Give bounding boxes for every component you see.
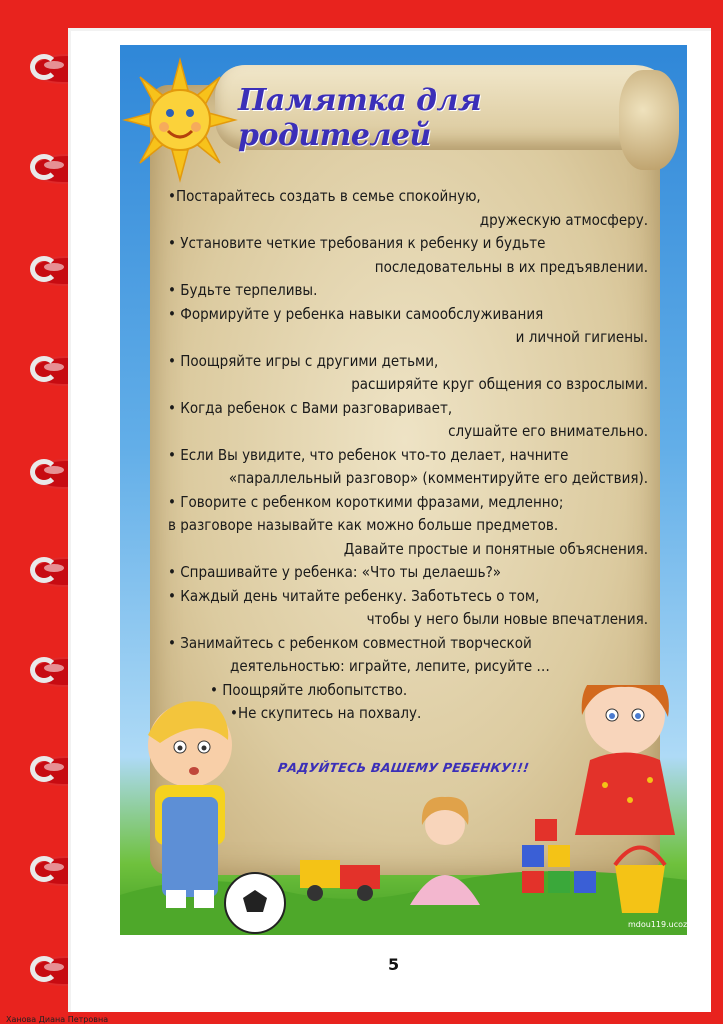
advice-line: и личной гигиены. (515, 328, 648, 346)
advice-line: • Будьте терпеливы. (168, 281, 318, 299)
advice-line: деятельностью: играйте, лепите, рисуйте … (230, 657, 550, 675)
footer-author: Ханова Диана Петровна (6, 1015, 109, 1024)
sun-icon (120, 55, 240, 185)
advice-line: • Установите четкие требования к ребенку и будьте (168, 234, 546, 252)
advice-line: •Постарайтесь создать в семье спокойную, (168, 187, 481, 205)
advice-line: • Если Вы увидите, что ребенок что-то делает, начните (168, 445, 569, 464)
page-title: Памятка для родителей (238, 83, 482, 153)
poster (120, 45, 687, 935)
advice-line: • Поощряйте любопытство. (210, 680, 408, 699)
advice-line: • Каждый день читайте ребенку. Заботьтесь о том, (168, 586, 540, 605)
advice-line: • Спрашивайте у ребенка: «Что ты делаешь?» (168, 563, 502, 581)
page-number: 5 (388, 955, 400, 974)
advice-line: • Занимайтесь с ребенком совместной творческой (168, 633, 532, 652)
advice-line: последовательны в их предъявлении. (374, 257, 648, 276)
advice-line: •Не скупитесь на похвалу. (230, 704, 422, 722)
watermark: mdou119.ucoz.ru (628, 920, 699, 929)
advice-line: • Поощряйте игры с другими детьми, (168, 351, 439, 370)
advice-line: дружескую атмосферу. (479, 210, 648, 229)
scroll-curl (619, 70, 679, 170)
advice-line: чтобы у него были новые впечатления. (366, 610, 648, 628)
advice-line: «параллельный разговор» (комментируйте его действия). (228, 469, 648, 487)
advice-line: расширяйте круг общения со взрослыми. (351, 375, 648, 393)
advice-line: • Когда ребенок с Вами разговаривает, (168, 398, 453, 417)
advice-line: в разговоре называйте как можно больше предметов. (168, 516, 559, 534)
advice-line: слушайте его внимательно. (448, 422, 648, 440)
advice-list (168, 185, 648, 726)
advice-line: Давайте простые и понятные объяснения. (343, 539, 648, 558)
advice-line: • Формируйте у ребенка навыки самообслуживания (168, 304, 544, 323)
children-toys-illustration (120, 685, 687, 935)
advice-line: • Говорите с ребенком короткими фразами, медленно; (168, 492, 564, 511)
call-to-action: РАДУЙТЕСЬ ВАШЕМУ РЕБЕНКУ!!! (276, 760, 531, 775)
